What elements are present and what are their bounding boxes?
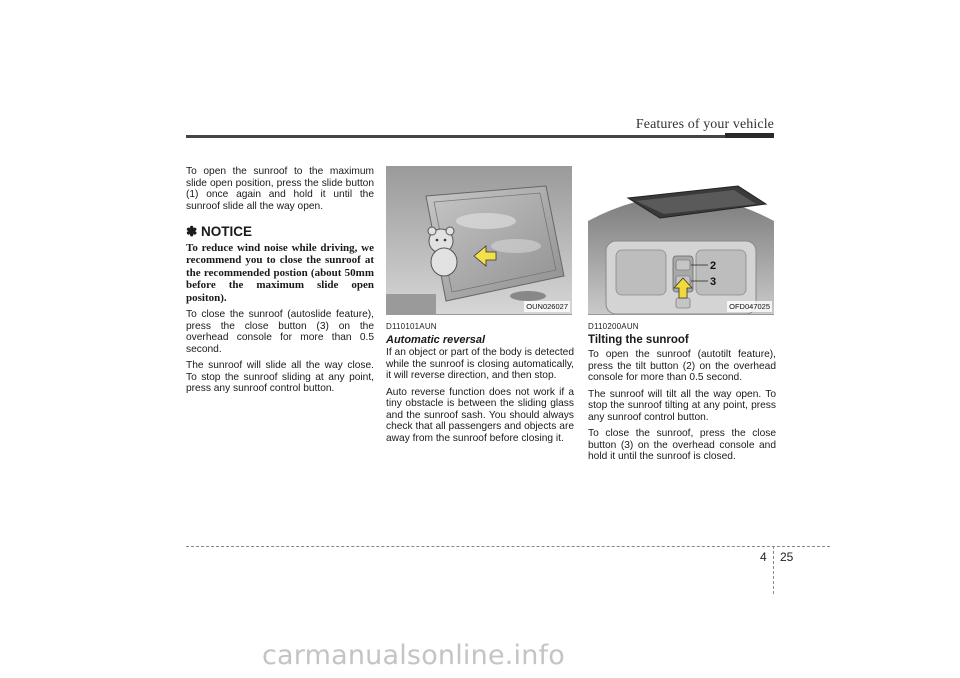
callout-3: 3 [710,276,717,288]
page-header-title: Features of your vehicle [635,117,774,132]
subheading: Automatic reversal [386,333,486,346]
header-rule [186,135,774,138]
column-2 [386,166,574,449]
header-rule-accent [725,133,774,138]
paragraph: The sunroof will slide all the way close. To stop the sunroof sliding at any point, press any sunroof control button. [186,360,374,394]
watermark-text: carmanualsonline.info [262,640,565,671]
column-3 [588,166,776,468]
paragraph: If an object or part of the body is detected while the sunroof is closing automatically, it will reverse direction, and then stop. [386,347,574,381]
paragraph: To close the sunroof (autoslide feature), press the close button (3) on the overhead console for more than 0.5 second. [186,309,374,355]
sunroof-photo-illustration [386,166,572,314]
notice-title: ✽ NOTICE [186,224,253,239]
paragraph: To close the sunroof, press the close button (3) on the overhead console and hold it until the sunroof is closed. [588,428,776,462]
notice-text: To reduce wind noise while driving, we recommend you to close the sunroof at the recommended postion (about 50mm before the maximum slide open positon). [186,241,374,304]
paragraph: Auto reverse function does not work if a tiny obstacle is between the sliding glass and the sunroof sash. You should always check that all passengers and objects are away from the sunroof before closing it. [386,386,574,444]
sunroof-interior-figure [386,166,572,315]
chapter-number: 4 [760,550,767,564]
paragraph: The sunroof will tilt all the way open. To stop the sunroof tilting at any point, press any sunroof control button. [588,388,776,423]
paragraph: To open the sunroof to the maximum slide open position, press the slide button (1) once again and hold it until the sunroof slide all the way open. [186,166,374,212]
section-code: D110101AUN [386,322,437,331]
paragraph: To open the sunroof (autotilt feature), press the tilt button (2) on the overhead console for more than 0.5 second. [588,349,776,383]
section-code: D110200AUN [588,322,639,331]
callout-2: 2 [710,260,717,272]
overhead-console-figure [588,166,774,315]
figure-caption: OUN026027 [526,301,568,311]
footer-separator [773,546,774,594]
footer-rule [186,546,830,547]
page-number: 25 [780,550,794,564]
overhead-console-illustration [588,166,774,314]
column-1 [186,166,374,400]
figure-caption: OFD047025 [729,301,770,311]
section-heading: Tilting the sunroof [588,333,689,346]
